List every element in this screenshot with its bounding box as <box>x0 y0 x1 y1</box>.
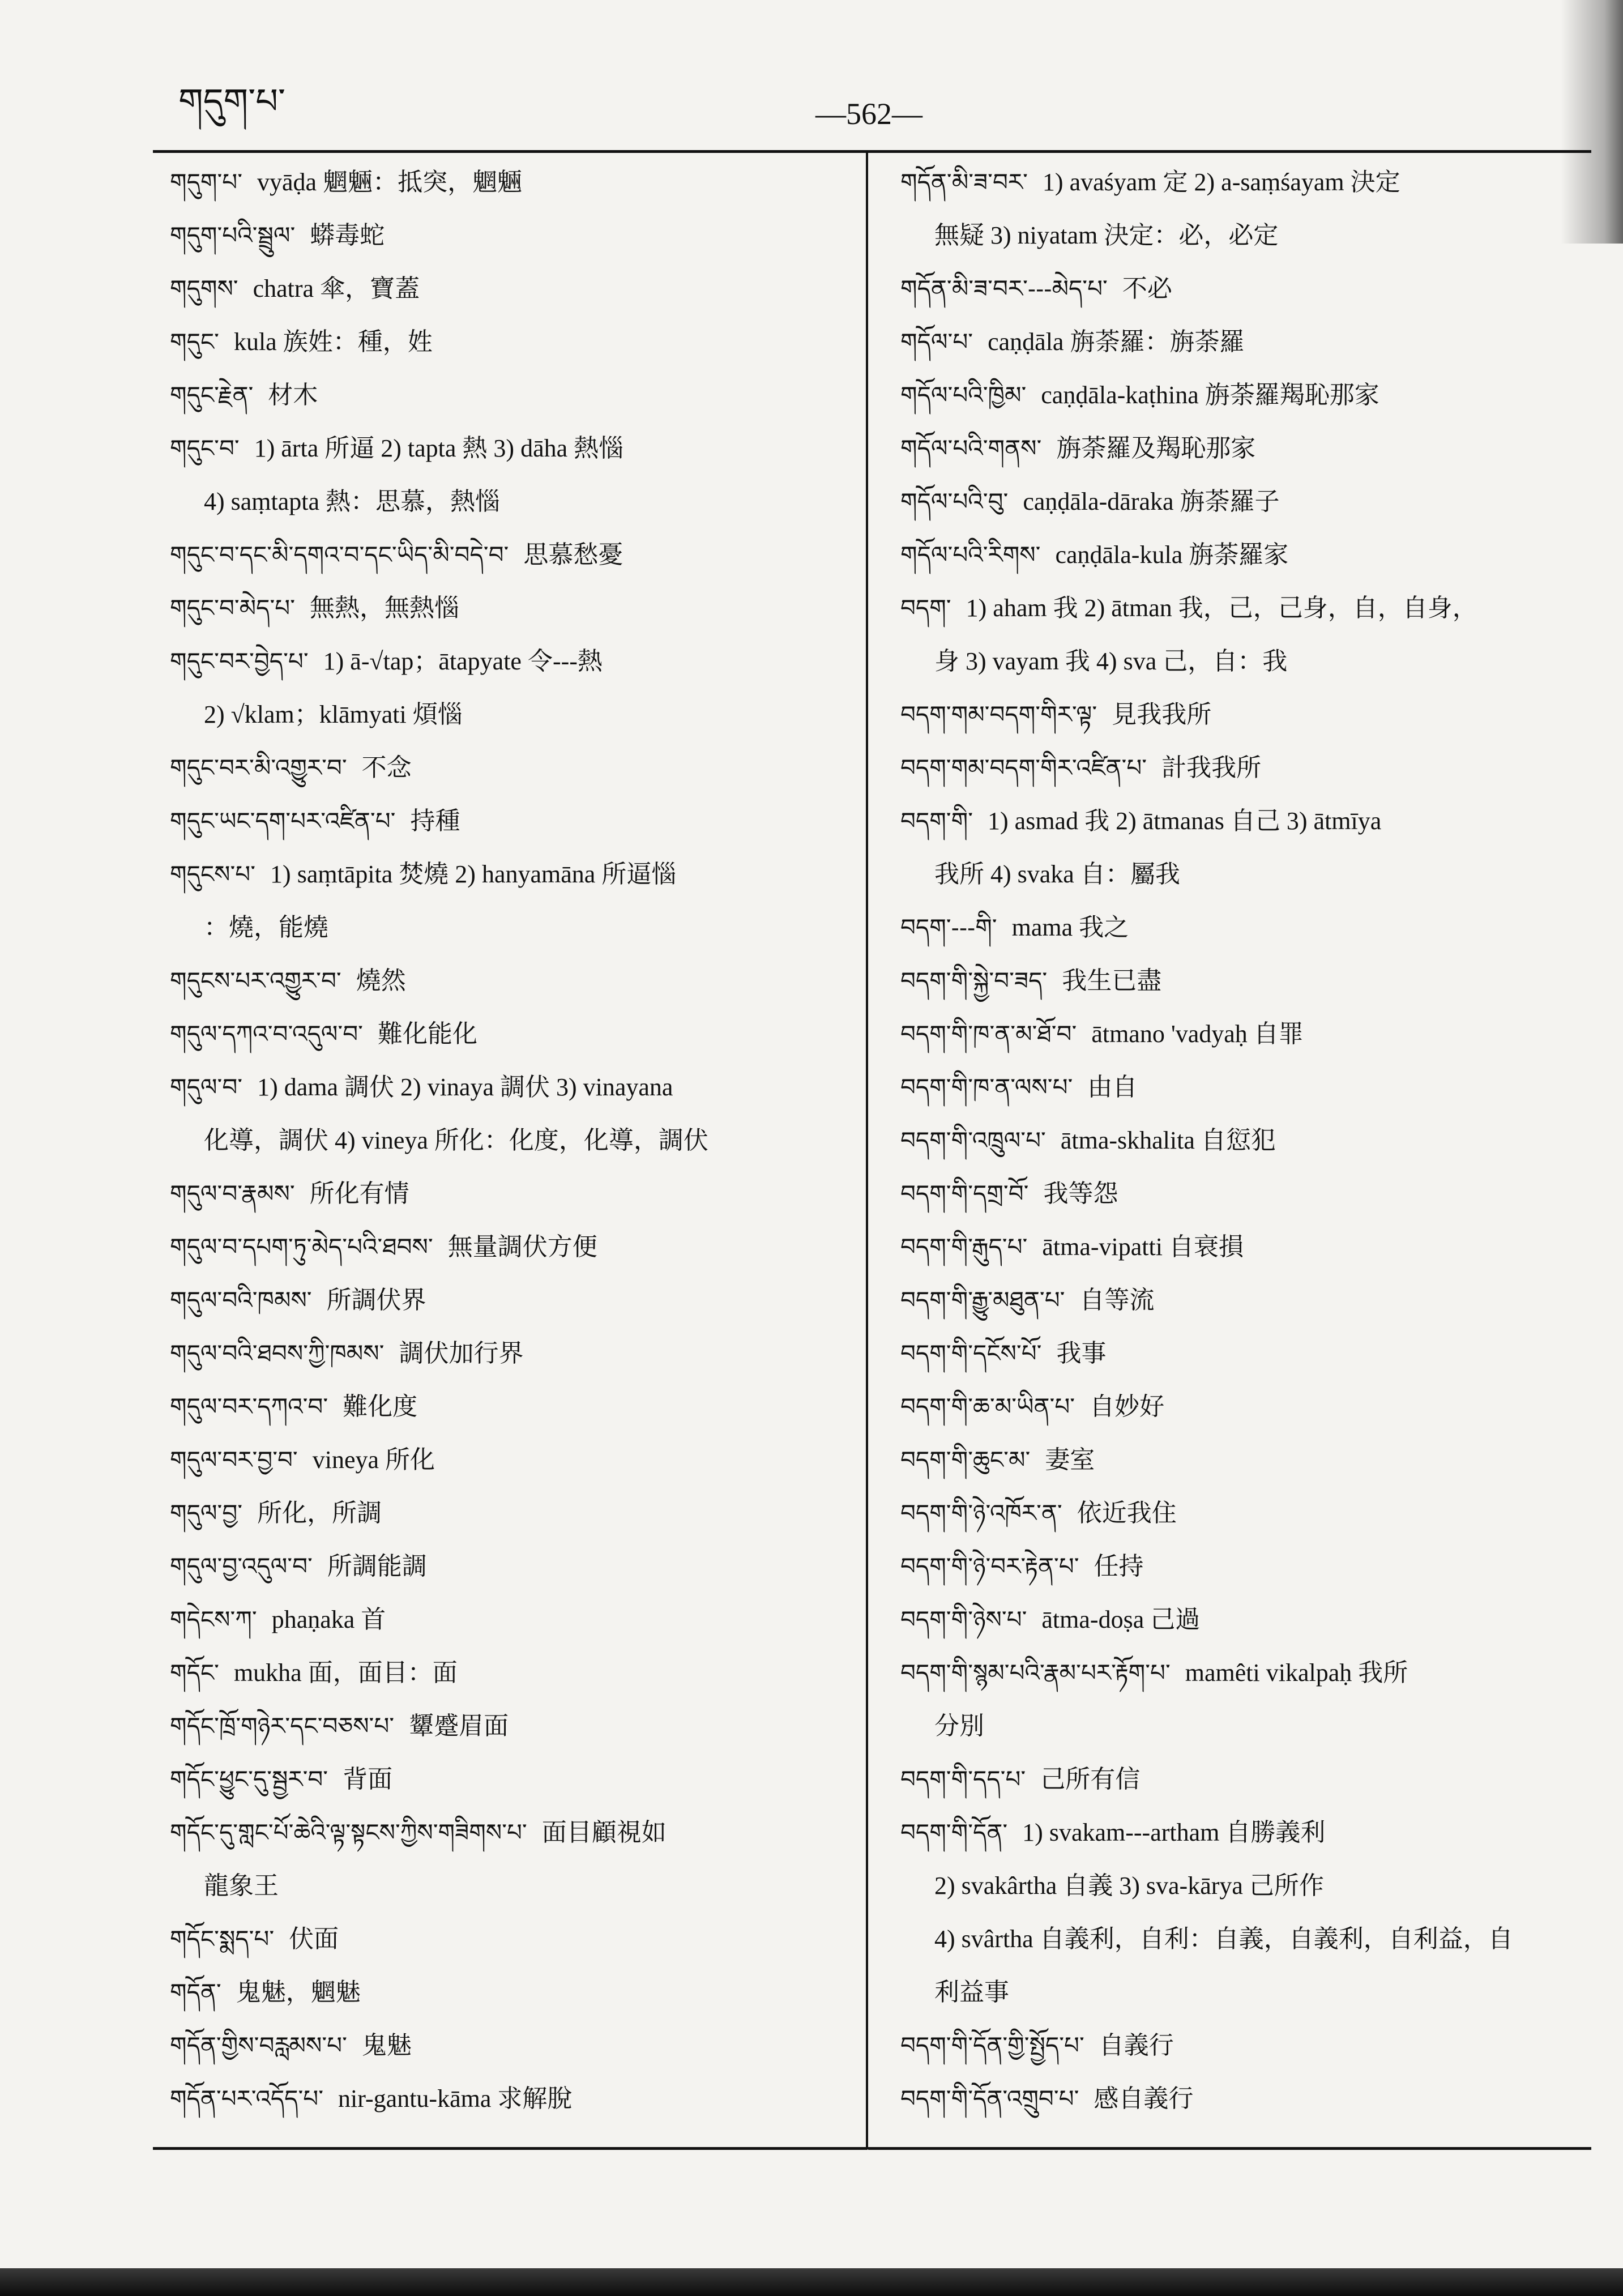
tibetan-headword: གདོན་གྱིས་བརླམས་པ་ <box>170 2032 347 2059</box>
entry-definition: 所調伏界 <box>326 1286 426 1314</box>
entry-definition: 不念 <box>361 754 412 782</box>
entry-definition: ātmano 'vadyaḥ 自罪 <box>1091 1020 1304 1048</box>
entry-definition: mukha 面，面目：面 <box>233 1659 458 1687</box>
tibetan-headword: བདག་གི་ཉེ་བར་རྟེན་པ་ <box>900 1552 1079 1580</box>
dictionary-entry <box>900 262 1583 315</box>
tibetan-headword: གདུང་བར་མི་འགྱུར་བ་ <box>170 754 347 782</box>
entry-definition: nir-gantu-kāma 求解脫 <box>338 2085 573 2113</box>
entry-definition: 所化，所調 <box>257 1499 382 1527</box>
tibetan-headword: བདག་གི་དངོས་པོ་ <box>900 1339 1042 1367</box>
entry-definition: 依近我住 <box>1077 1499 1177 1527</box>
entry-continuation <box>900 1913 1583 1966</box>
entry-definition: 妻室 <box>1045 1446 1095 1474</box>
running-header: གདུག་པ་ <box>178 80 285 122</box>
entry-continuation <box>900 1700 1583 1753</box>
dictionary-entry <box>170 1913 849 1966</box>
entry-definition: 化導，調伏 4) vineya 所化：化度，化導，調伏 <box>204 1126 708 1154</box>
dictionary-entry <box>170 795 849 848</box>
entry-definition: 思慕愁憂 <box>523 541 623 569</box>
tibetan-headword: གདོང་ཁྲོ་གཉེར་དང་བཅས་པ་ <box>170 1712 395 1740</box>
dictionary-entry <box>170 635 849 688</box>
dictionary-entry <box>900 1540 1583 1593</box>
tibetan-headword: གདུལ་བའི་ཁམས་ <box>170 1286 312 1314</box>
dictionary-entry <box>170 1487 849 1540</box>
dictionary-entry <box>170 156 849 209</box>
tibetan-headword: བདག་གི་འཁྲུལ་པ་ <box>900 1126 1046 1154</box>
dictionary-entry <box>900 1806 1583 1859</box>
entry-definition: ：燒，能燒 <box>204 914 328 941</box>
tibetan-headword: གདུལ་བ་ <box>170 1073 243 1101</box>
tibetan-headword: གདུལ་བར་བྱ་བ་ <box>170 1446 298 1474</box>
entry-definition: ātma-vipatti 自衰損 <box>1042 1233 1244 1261</box>
entry-definition: 不必 <box>1122 275 1172 302</box>
entry-definition: vineya 所化 <box>312 1446 435 1474</box>
dictionary-entry <box>170 422 849 475</box>
tibetan-headword: བདག་གི་སྙམ་པའི་རྣམ་པར་རྟོག་པ་ <box>900 1659 1171 1687</box>
entry-continuation <box>170 1859 849 1913</box>
entry-definition: 1) dama 調伏 2) vinaya 調伏 3) vinayana <box>257 1073 673 1101</box>
footer-rule <box>868 2147 1591 2150</box>
entry-definition: 2) √klam；klāmyati 煩惱 <box>204 701 463 728</box>
entry-definition: 任持 <box>1094 1552 1144 1580</box>
entry-definition: 計我我所 <box>1161 754 1262 782</box>
dictionary-entry <box>900 422 1583 475</box>
entry-definition: 無疑 3) niyatam 決定：必，必定 <box>934 221 1279 249</box>
tibetan-headword: བདག་གི་དོན་འགྲུབ་པ་ <box>900 2085 1079 2113</box>
dictionary-entry <box>170 1433 849 1487</box>
tibetan-headword: བདག་གམ་བདག་གིར་འཛིན་པ་ <box>900 754 1147 782</box>
tibetan-headword: གདོལ་པའི་བུ་ <box>900 488 1009 515</box>
dictionary-entry <box>170 315 849 369</box>
entry-continuation <box>170 475 849 528</box>
entry-definition: 2) svakârtha 自義 3) sva-kārya 己所作 <box>934 1872 1324 1900</box>
entry-continuation <box>170 901 849 954</box>
entry-continuation <box>900 209 1583 262</box>
entry-definition: 伏面 <box>289 1925 339 1953</box>
entry-definition: caṇḍāla-kula 旃荼羅家 <box>1055 541 1289 569</box>
tibetan-headword: གདུལ་བྱ་འདུལ་བ་ <box>170 1552 313 1580</box>
tibetan-headword: གདེངས་ཀ་ <box>170 1606 257 1633</box>
dictionary-entry <box>170 582 849 635</box>
entry-definition: ātma-doṣa 己過 <box>1041 1606 1201 1633</box>
entry-definition: vyāḍa 魍魎：抵突，魍魎 <box>257 168 523 196</box>
tibetan-headword: བདག་གི་ཁ་ན་ལས་པ་ <box>900 1073 1073 1101</box>
dictionary-entry <box>900 1646 1583 1700</box>
dictionary-entry <box>900 1380 1583 1433</box>
dictionary-entry <box>900 954 1583 1008</box>
scan-bottom-band <box>0 2268 1623 2296</box>
tibetan-headword: གདོང་ <box>170 1659 219 1687</box>
tibetan-headword: བདག་གི་དོན་ <box>900 1819 1008 1846</box>
dictionary-entry <box>170 848 849 901</box>
entry-definition: 1) aham 我 2) ātman 我，己，己身，自，自身， <box>966 594 1477 622</box>
entry-definition: 旃荼羅及羯恥那家 <box>1056 434 1256 462</box>
dictionary-entry <box>900 901 1583 954</box>
dictionary-entry <box>170 1167 849 1220</box>
entry-definition: 面目顧視如 <box>541 1819 667 1846</box>
tibetan-headword: བདག་གི་ཁ་ན་མ་ཐོ་བ་ <box>900 1020 1077 1048</box>
entry-definition: 顰蹙眉面 <box>409 1712 509 1740</box>
tibetan-headword: གདུངས་པར་འགྱུར་བ་ <box>170 967 341 995</box>
entry-definition: mama 我之 <box>1011 914 1129 941</box>
tibetan-headword: གདུལ་དཀའ་བ་འདུལ་བ་ <box>170 1020 363 1048</box>
entry-definition: 自妙好 <box>1090 1393 1165 1420</box>
right-column <box>900 156 1583 2126</box>
entry-definition: caṇḍāla-kaṭhina 旃荼羅羯恥那家 <box>1041 381 1379 409</box>
entry-definition: 1) ārta 所逼 2) tapta 熱 3) dāha 熱惱 <box>254 434 624 462</box>
dictionary-entry <box>170 2019 849 2072</box>
tibetan-headword: གདུང་ <box>170 328 219 356</box>
dictionary-entry <box>170 1966 849 2019</box>
footer-rule <box>153 2147 868 2150</box>
tibetan-headword: བདག་གི་ཆུང་མ་ <box>900 1446 1031 1474</box>
entry-definition: 所調能調 <box>327 1552 427 1580</box>
dictionary-entry <box>900 369 1583 422</box>
entry-definition: 1) avaśyam 定 2) a-saṃśayam 決定 <box>1042 168 1400 196</box>
entry-definition: kula 族姓：種，姓 <box>233 328 433 356</box>
dictionary-entry <box>900 2019 1583 2072</box>
entry-definition: caṇḍāla 旃荼羅：旃荼羅 <box>988 328 1245 356</box>
tibetan-headword: གདོང་ཕྱུང་དུ་སྦྱར་བ་ <box>170 1765 328 1793</box>
dictionary-entry <box>170 1806 849 1859</box>
dictionary-entry <box>900 1220 1583 1274</box>
tibetan-headword: གདོང་སྨད་པ་ <box>170 1925 275 1953</box>
left-column <box>170 156 849 2126</box>
dictionary-entry <box>170 1700 849 1753</box>
entry-definition: 龍象王 <box>204 1872 279 1900</box>
tibetan-headword: བདག་གི་ཉེ་འཁོར་ན་ <box>900 1499 1062 1527</box>
tibetan-headword: གདུགས་ <box>170 275 238 302</box>
entry-definition: 己所有信 <box>1040 1765 1141 1793</box>
dictionary-entry <box>900 1593 1583 1646</box>
dictionary-entry <box>170 1220 849 1274</box>
entry-definition: 蟒毒蛇 <box>310 221 385 249</box>
entry-continuation <box>900 635 1583 688</box>
dictionary-entry <box>900 1167 1583 1220</box>
dictionary-entry <box>900 315 1583 369</box>
tibetan-headword: གདུང་བ་དང་མི་དགའ་བ་དང་ཡིད་མི་བདེ་བ་ <box>170 541 509 569</box>
tibetan-headword: གདུག་པ་ <box>170 168 243 196</box>
entry-definition: 鬼魅 <box>361 2032 412 2059</box>
dictionary-entry <box>900 1061 1583 1114</box>
tibetan-headword: བདག་གི་དོན་གྱི་སྤྱོད་པ་ <box>900 2032 1084 2059</box>
tibetan-headword: བདག་གམ་བདག་གིར་ལྟ་ <box>900 701 1097 728</box>
entry-definition: 所化有情 <box>309 1180 409 1207</box>
entry-definition: 1) svakam---artham 自勝義利 <box>1022 1819 1326 1846</box>
tibetan-headword: གདོལ་པའི་ཁྱིམ་ <box>900 381 1027 409</box>
entry-definition: 4) svârtha 自義利，自利：自義，自義利，自利益，自 <box>934 1925 1513 1953</box>
tibetan-headword: གདུལ་བའི་ཐབས་ཀྱི་ཁམས་ <box>170 1339 385 1367</box>
dictionary-entry <box>900 688 1583 741</box>
tibetan-headword: བདག་གི་དད་པ་ <box>900 1765 1026 1793</box>
tibetan-headword: བདག་གི་རྒུད་པ་ <box>900 1233 1028 1261</box>
entry-definition: 難化能化 <box>378 1020 477 1048</box>
dictionary-entry <box>900 1487 1583 1540</box>
dictionary-entry <box>170 1646 849 1700</box>
entry-definition: 無熱，無熱惱 <box>310 594 460 622</box>
dictionary-entry <box>170 1274 849 1327</box>
dictionary-entry <box>170 528 849 582</box>
entry-definition: 利益事 <box>934 1978 1009 2006</box>
tibetan-headword: གདོན་ <box>170 1978 221 2006</box>
entry-definition: 由自 <box>1087 1073 1138 1101</box>
entry-continuation <box>900 848 1583 901</box>
tibetan-headword: གདུལ་བྱ་ <box>170 1499 243 1527</box>
dictionary-entry <box>170 209 849 262</box>
dictionary-entry <box>900 741 1583 795</box>
tibetan-headword: གདུག་པའི་སྦྲུལ་ <box>170 221 296 249</box>
dictionary-entry <box>900 1008 1583 1061</box>
dictionary-entry <box>900 582 1583 635</box>
dictionary-entry <box>170 1380 849 1433</box>
entry-definition: 1) ā-√tap；ātapyate 令---熱 <box>323 647 603 675</box>
header-rule <box>153 150 1591 153</box>
dictionary-entry <box>170 1593 849 1646</box>
column-divider <box>866 152 868 2149</box>
tibetan-headword: བདག་གི་རྒྱུ་མཐུན་པ་ <box>900 1286 1065 1314</box>
tibetan-headword: གདོལ་པ་ <box>900 328 973 356</box>
entry-definition: 感自義行 <box>1094 2085 1194 2113</box>
entry-definition: 我所 4) svaka 自：屬我 <box>934 860 1180 888</box>
dictionary-entry <box>900 1327 1583 1380</box>
entry-definition: 自等流 <box>1079 1286 1155 1314</box>
entry-definition: 難化度 <box>343 1393 418 1420</box>
tibetan-headword: བདག་གི་ <box>900 807 973 835</box>
entry-definition: 我等怨 <box>1043 1180 1118 1207</box>
dictionary-entry <box>170 369 849 422</box>
dictionary-entry <box>900 475 1583 528</box>
tibetan-headword: གདུང་བར་བྱེད་པ་ <box>170 647 309 675</box>
tibetan-headword: གདུང་བ་མེད་པ་ <box>170 594 296 622</box>
entry-continuation <box>170 1114 849 1167</box>
tibetan-headword: གདོལ་པའི་རིགས་ <box>900 541 1041 569</box>
dictionary-entry <box>900 1753 1583 1806</box>
dictionary-entry <box>170 1327 849 1380</box>
entry-definition: 分別 <box>934 1712 984 1740</box>
dictionary-entry <box>170 1753 849 1806</box>
entry-definition: 調伏加行界 <box>399 1339 524 1367</box>
tibetan-headword: གདོང་དུ་གླང་པོ་ཆེའི་ལྟ་སྟངས་ཀྱིས་གཟིགས་པ་ <box>170 1819 527 1846</box>
dictionary-entry <box>170 1061 849 1114</box>
tibetan-headword: བདག་ <box>900 594 951 622</box>
entry-definition: 1) saṃtāpita 焚燒 2) hanyamāna 所逼惱 <box>270 860 677 888</box>
entry-continuation <box>170 688 849 741</box>
tibetan-headword: གདུངས་པ་ <box>170 860 256 888</box>
page-number: —562— <box>815 97 922 131</box>
entry-continuation <box>900 1859 1583 1913</box>
dictionary-entry <box>900 1274 1583 1327</box>
entry-definition: chatra 傘，寶蓋 <box>253 275 420 302</box>
tibetan-headword: གདོན་མི་ཟ་བར་---མེད་པ་ <box>900 275 1108 302</box>
dictionary-entry <box>900 1114 1583 1167</box>
dictionary-entry <box>900 795 1583 848</box>
dictionary-entry <box>900 528 1583 582</box>
entry-definition: 身 3) vayam 我 4) sva 己，自：我 <box>934 647 1288 675</box>
entry-continuation <box>900 1966 1583 2019</box>
dictionary-entry <box>900 1433 1583 1487</box>
tibetan-headword: གདོན་པར་འདོད་པ་ <box>170 2085 324 2113</box>
dictionary-entry <box>170 2072 849 2126</box>
entry-definition: 見我我所 <box>1112 701 1212 728</box>
tibetan-headword: གདོན་མི་ཟ་བར་ <box>900 168 1028 196</box>
dictionary-entry <box>900 2072 1583 2126</box>
tibetan-headword: གདུལ་བ་རྣམས་ <box>170 1180 295 1207</box>
entry-definition: 無量調伏方便 <box>447 1233 597 1261</box>
entry-definition: 材木 <box>268 381 318 409</box>
dictionary-entry <box>170 741 849 795</box>
entry-definition: 1) asmad 我 2) ātmanas 自己 3) ātmīya <box>988 807 1382 835</box>
tibetan-headword: བདག་གི་སྐྱེ་བ་ཟད་ <box>900 967 1048 995</box>
entry-definition: 4) saṃtapta 熱：思慕，熱惱 <box>204 488 501 515</box>
entry-definition: mamêti vikalpaḥ 我所 <box>1185 1659 1408 1687</box>
entry-definition: 燒然 <box>356 967 406 995</box>
tibetan-headword: གདུལ་བ་དཔག་ཏུ་མེད་པའི་ཐབས་ <box>170 1233 433 1261</box>
tibetan-headword: བདག་---གི་ <box>900 914 997 941</box>
dictionary-entry <box>900 156 1583 209</box>
tibetan-headword: བདག་གི་ཉེས་པ་ <box>900 1606 1027 1633</box>
tibetan-headword: བདག་གི་དགྲ་བོ་ <box>900 1180 1029 1207</box>
dictionary-entry <box>170 1008 849 1061</box>
tibetan-headword: གདུང་བ་ <box>170 434 240 462</box>
entry-definition: 鬼魅，魍魅 <box>236 1978 361 2006</box>
tibetan-headword: གདུལ་བར་དཀའ་བ་ <box>170 1393 328 1420</box>
entry-definition: caṇḍāla-dāraka 旃荼羅子 <box>1023 488 1280 515</box>
tibetan-headword: གདོལ་པའི་གནས་ <box>900 434 1042 462</box>
tibetan-headword: བདག་གི་ཆ་མ་ཡིན་པ་ <box>900 1393 1075 1420</box>
tibetan-headword: གདུང་ཡང་དག་པར་འཛིན་པ་ <box>170 807 396 835</box>
entry-definition: 自義行 <box>1099 2032 1174 2059</box>
entry-definition: 我生已盡 <box>1062 967 1162 995</box>
tibetan-headword: གདུང་རྗེན་ <box>170 381 254 409</box>
entry-definition: 持種 <box>410 807 460 835</box>
entry-definition: phaṇaka 首 <box>271 1606 386 1633</box>
entry-definition: 背面 <box>343 1765 393 1793</box>
dictionary-entry <box>170 262 849 315</box>
dictionary-entry <box>170 1540 849 1593</box>
entry-definition: 我事 <box>1056 1339 1107 1367</box>
entry-definition: ātma-skhalita 自愆犯 <box>1060 1126 1276 1154</box>
dictionary-entry <box>170 954 849 1008</box>
